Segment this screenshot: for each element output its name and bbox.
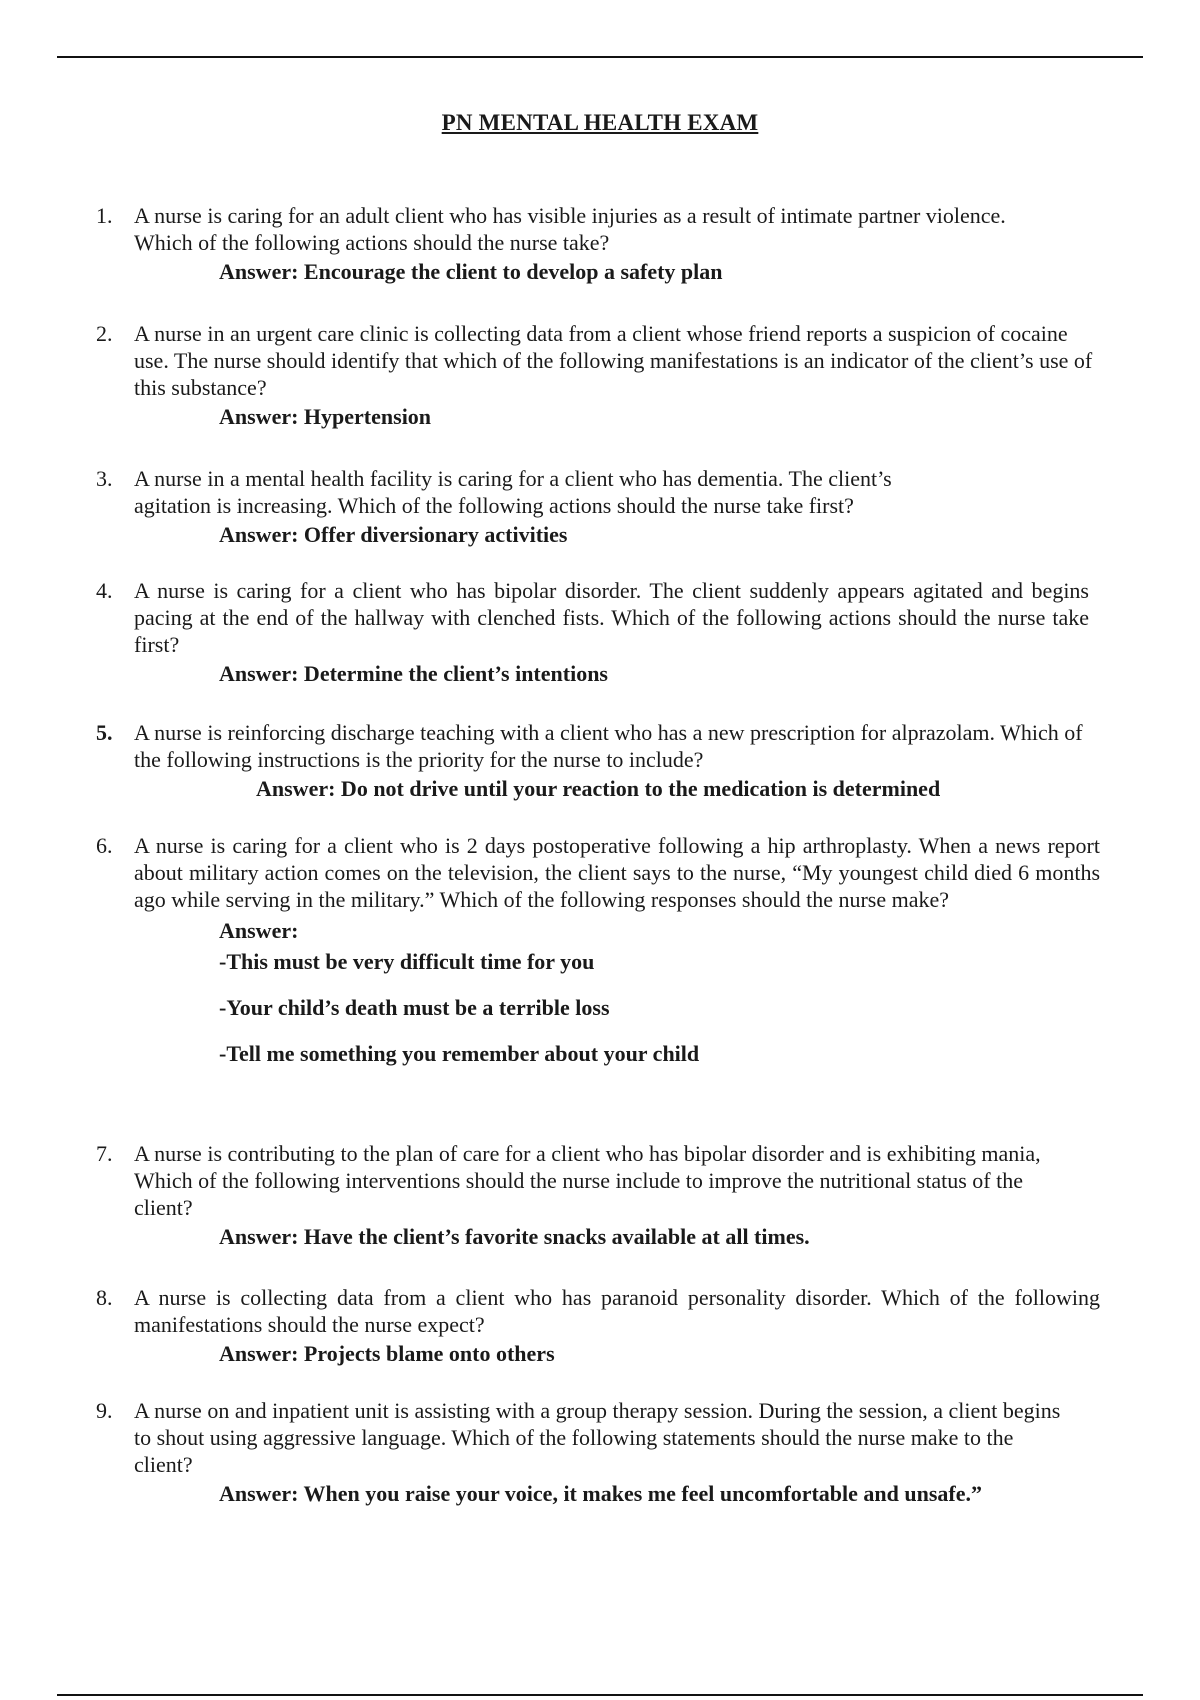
- question-text: A nurse is reinforcing discharge teaching with a client who has a new prescription for alprazolam. Which of the following instructions is the priority for the nurse to include?: [134, 720, 1083, 772]
- question-number: 2.: [96, 321, 113, 346]
- question-9: [96, 1397, 1096, 1507]
- answer-option: -Your child’s death must be a terrible loss: [219, 995, 610, 1020]
- answer-label: Answer:: [219, 918, 299, 943]
- question-text: A nurse in an urgent care clinic is collecting data from a client whose friend reports a suspicion of cocaine use. The nurse should identify that which of the following manifestations is an indicator of the client’s use of this substance?: [134, 321, 1093, 400]
- question-text: A nurse is caring for a client who is 2 days postoperative following a hip arthroplasty. When a news report about military action comes on the television, the client says to the nurse, “My youngest child died 6 months ago while serving in the military.” Which of the following responses should the nurse make?: [134, 833, 1100, 912]
- answer: Answer: Determine the client’s intentions: [219, 661, 608, 686]
- question-text: A nurse is collecting data from a client who has paranoid personality disorder. Which of the following manifestations should the nurse expect?: [134, 1285, 1100, 1337]
- answer: Answer: Projects blame onto others: [219, 1341, 555, 1366]
- question-5: [96, 719, 1096, 802]
- question-6: [96, 832, 1100, 1067]
- question-text: A nurse is caring for an adult client who has visible injuries as a result of intimate partner violence. Which of the following actions should the nurse take?: [134, 203, 1006, 255]
- answer: Answer: Do not drive until your reaction to the medication is determined: [256, 776, 941, 801]
- top-rule: [57, 56, 1143, 58]
- page-title: PN MENTAL HEALTH EXAM: [441, 110, 759, 135]
- question-number: 5.: [96, 720, 113, 745]
- question-4: [96, 577, 1096, 687]
- answer: Answer: When you raise your voice, it makes me feel uncomfortable and unsafe.”: [219, 1481, 983, 1506]
- question-number: 4.: [96, 578, 113, 603]
- answer-option: -This must be very difficult time for you: [219, 949, 595, 974]
- question-text: A nurse is caring for a client who has bipolar disorder. The client suddenly appears agitated and begins pacing at the end of the hallway with clenched fists. Which of the following actions should the nurse take first?: [134, 578, 1089, 657]
- question-2: [96, 320, 1096, 430]
- answer: Answer: Hypertension: [219, 404, 432, 429]
- question-8: [96, 1284, 1100, 1367]
- question-text: A nurse on and inpatient unit is assisting with a group therapy session. During the session, a client begins to shout using aggressive language. Which of the following statements should the nurse make to the client?: [134, 1398, 1061, 1477]
- question-7: [96, 1140, 1096, 1250]
- answer: Answer: Encourage the client to develop a safety plan: [219, 259, 723, 284]
- question-number: 3.: [96, 466, 113, 491]
- bottom-rule: [57, 1694, 1143, 1696]
- question-3: [96, 465, 1096, 548]
- answer: Answer: Have the client’s favorite snacks available at all times.: [219, 1224, 810, 1249]
- question-number: 9.: [96, 1398, 113, 1423]
- answer: Answer: Offer diversionary activities: [219, 522, 568, 547]
- question-text: A nurse in a mental health facility is caring for a client who has dementia. The client’s agitation is increasing. Which of the following actions should the nurse take first?: [134, 466, 892, 518]
- question-number: 8.: [96, 1285, 113, 1310]
- question-number: 6.: [96, 833, 113, 858]
- answer-option: -Tell me something you remember about your child: [219, 1041, 700, 1066]
- question-number: 7.: [96, 1141, 113, 1166]
- question-number: 1.: [96, 203, 113, 228]
- question-1: [96, 202, 1096, 285]
- question-text: A nurse is contributing to the plan of care for a client who has bipolar disorder and is exhibiting mania, Which of the following interventions should the nurse include to improve the nutritional status of the client?: [134, 1141, 1041, 1220]
